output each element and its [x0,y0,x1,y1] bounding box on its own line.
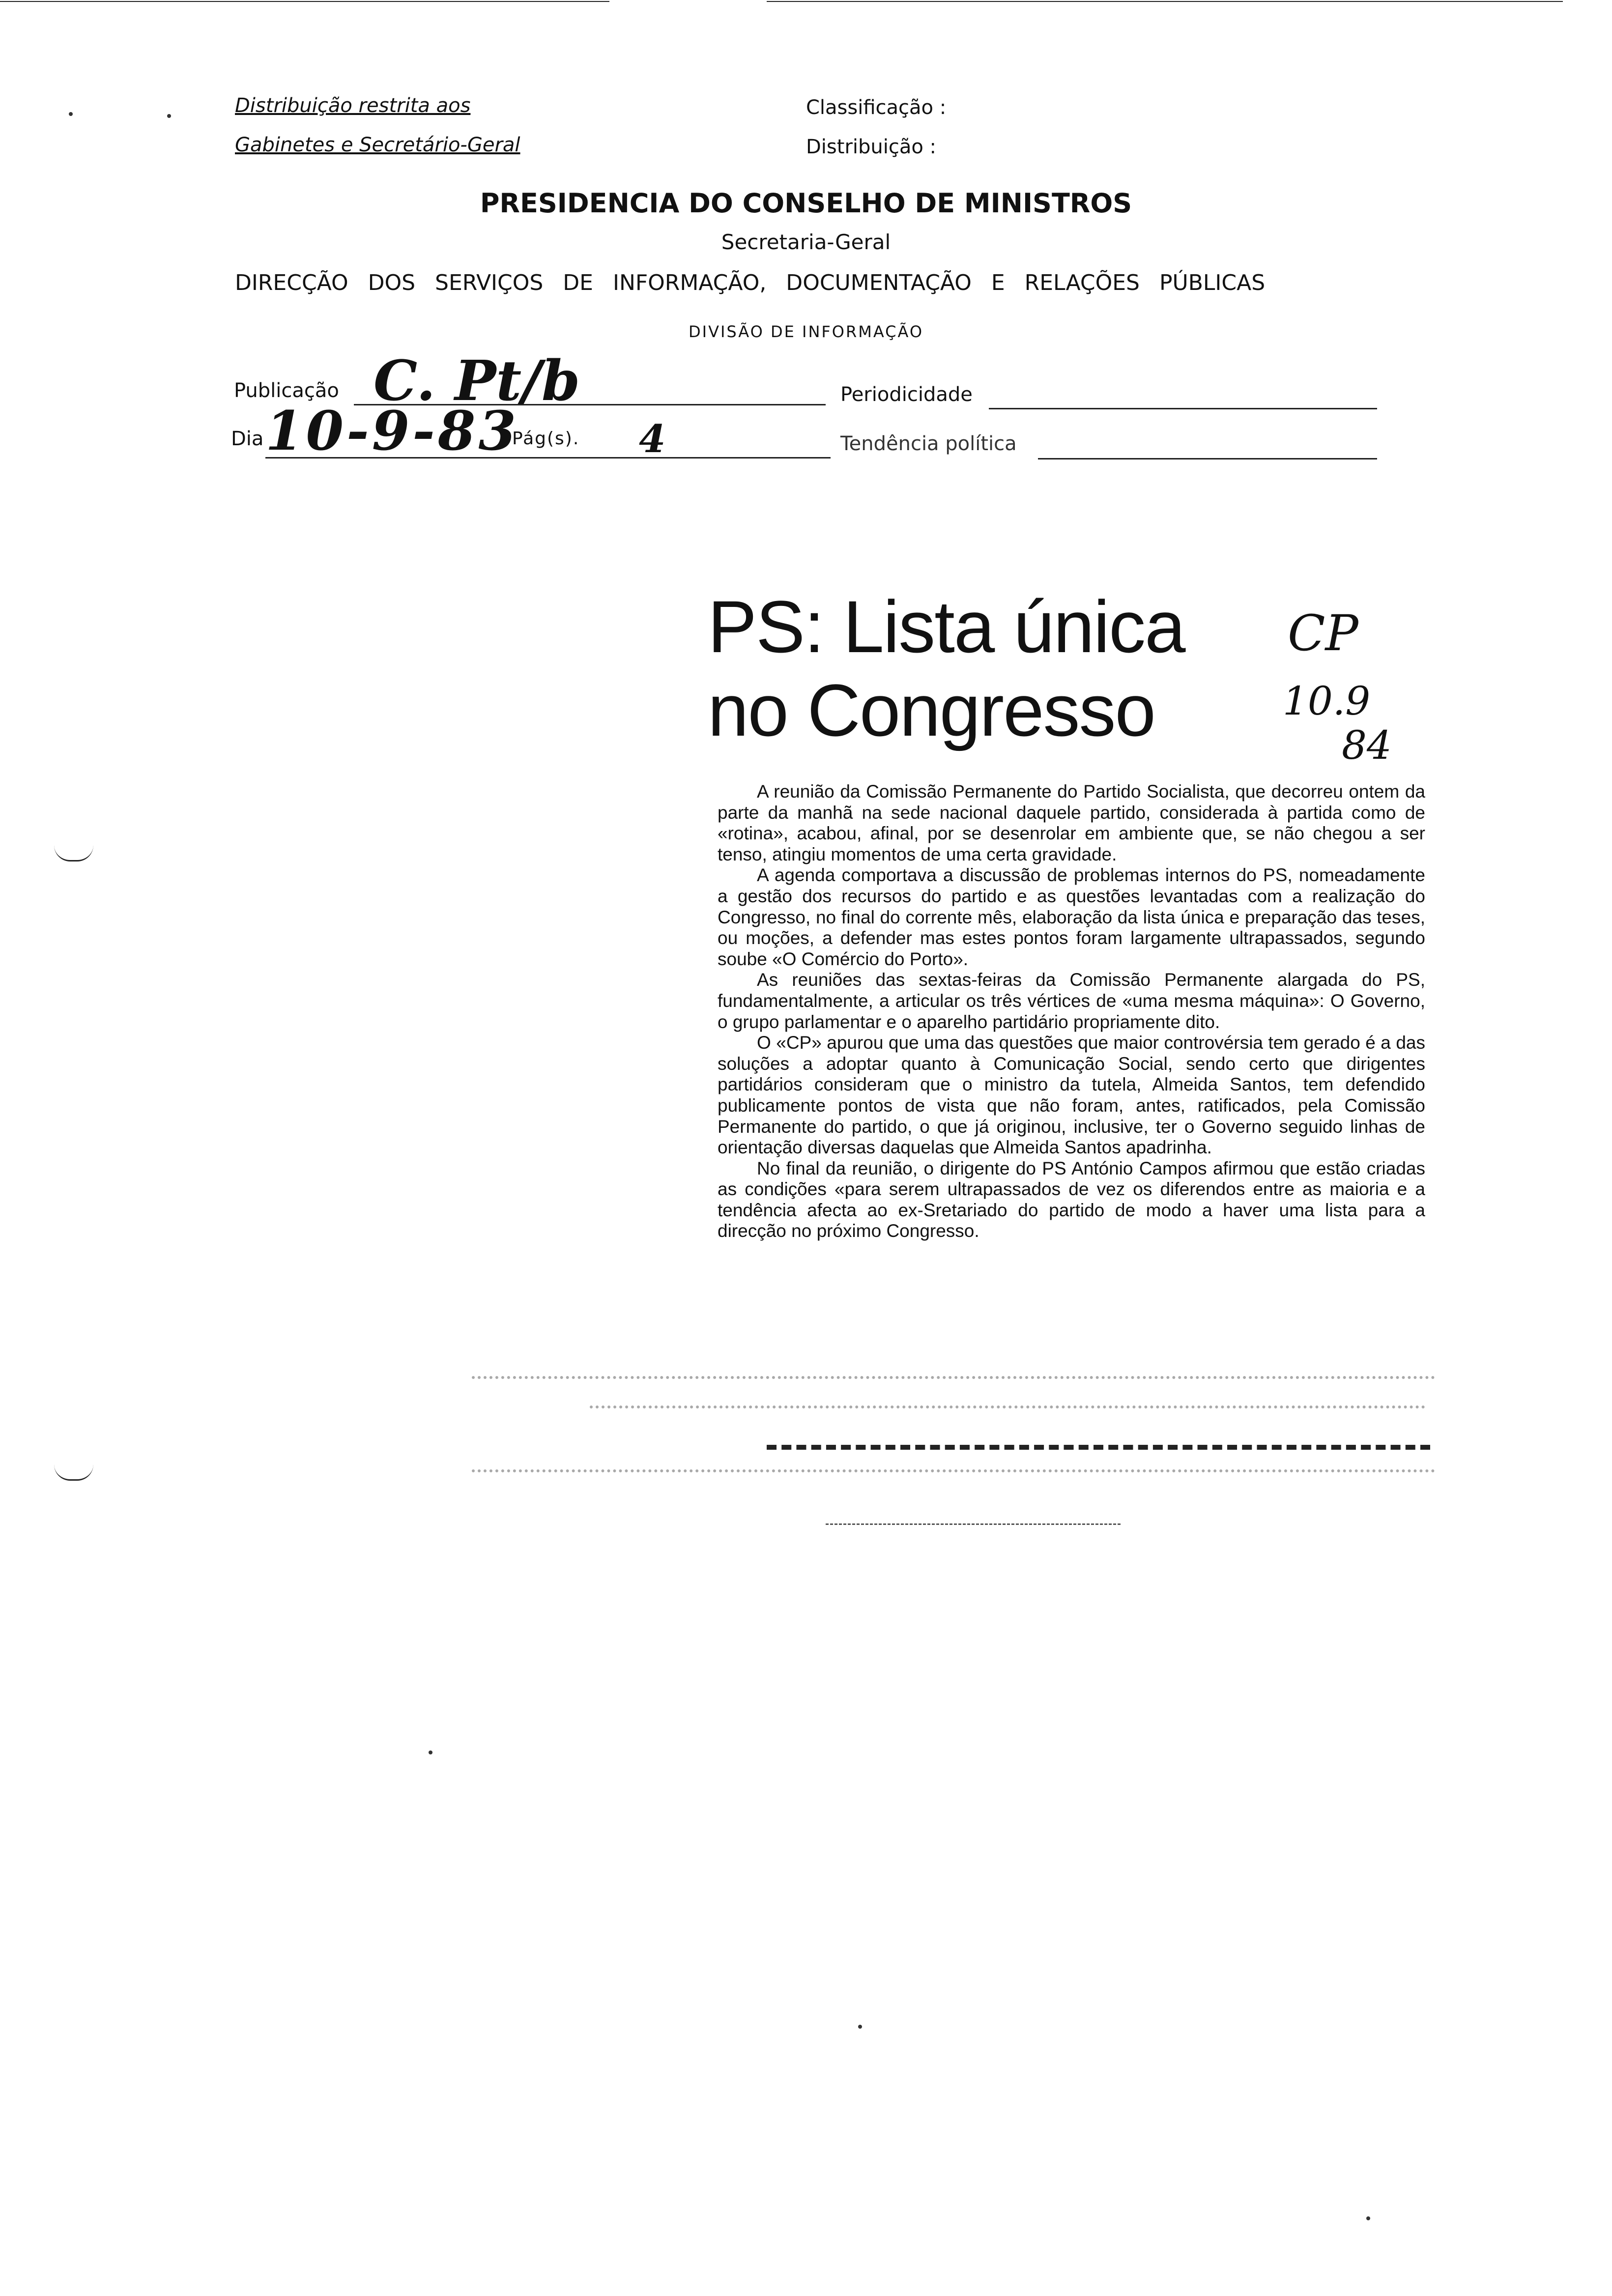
pages-label: Pág(s). [512,429,580,449]
scan-speck [69,112,73,116]
day-label: Dia [231,428,264,450]
article-paragraph: As reuniões das sextas-feiras da Comissão Permanente alargada do PS, fundamentalmente, a articular os três vértices de «uma mesma máquina»: O Governo, o grupo parlamentar e o aparelho partidário propriamente dito. [718,970,1425,1032]
tendency-line [1038,458,1377,459]
publication-handwritten: C. Pt/b [374,349,580,413]
periodicity-label: Periodicidade [840,383,973,406]
scan-speck [429,1751,432,1754]
scan-speck [167,114,171,118]
scan-dash [826,1523,1121,1525]
headline-handwritten-mark: CP [1288,604,1358,662]
day-handwritten: 10-9-83 [265,399,519,462]
scan-noise [590,1406,1425,1412]
scan-noise [472,1469,1435,1476]
division-name: DIVISÃO DE INFORMAÇÃO [688,322,924,341]
office-subtitle: Secretaria-Geral [721,230,891,254]
article-paragraph: No final da reunião, o dirigente do PS António Campos afirmou que estão criadas as condições «para serem ultrapassados de vez os diferendos entre as maioria e a tendência afecta ao ex-Sretariado do partido de modo a haver uma lista para a direcção no próximo Congresso. [718,1158,1425,1241]
date-handwritten-mark-2: 84 [1342,722,1392,768]
scan-noise [472,1376,1435,1383]
periodicity-line [989,408,1377,409]
article-paragraph: O «CP» apurou que uma das questões que maior controvérsia tem gerado é a das soluções a adoptar quanto à Comunicação Social, sendo certo que dirigentes partidários consideram que o ministro da tutela, Almeida Santos, tem defendido publicamente pontos de vista que não foram, antes, ratificados, pela Comissão Permanente do partido, o que já originou, inclusive, ter o Governo seguido linhas de orientação diversas daquelas que Almeida Santos apadrinha. [718,1033,1425,1158]
directorate-name: DIRECÇÃO DOS SERVIÇOS DE INFORMAÇÃO, DOCUMENTAÇÃO E RELAÇÕES PÚBLICAS [235,270,1266,295]
margin-mark [54,845,93,861]
distribution-label: Distribuição : [806,136,937,158]
date-handwritten-mark-1: 10.9 [1283,678,1371,724]
article-paragraph: A agenda comportava a discussão de problemas internos do PS, nomeadamente a gestão dos recursos do partido e as questões levantadas com a realização do Congresso, no final do corrente mês, elaboração da lista única e preparação das teses, ou moções, a defender mas estes pontos foram largamente ultrapassados, segundo soube «O Comércio do Porto». [718,865,1425,969]
scan-speck [1366,2216,1370,2220]
day-line [265,457,831,459]
restricted-distribution-line2: Gabinetes e Secretário-Geral [235,134,520,156]
restricted-distribution-line1: Distribuição restrita aos [235,94,471,117]
scan-border-top [0,1,609,2]
publication-label: Publicação [234,379,339,402]
pages-handwritten: 4 [639,417,666,461]
scan-speck [858,2025,862,2029]
office-title: PRESIDENCIA DO CONSELHO DE MINISTROS [480,188,1132,219]
classification-label: Classificação : [806,96,947,119]
headline-line2: no Congresso [708,669,1155,751]
clipping-bottom-rule [767,1445,1430,1450]
article-body [718,781,1425,1242]
margin-mark [54,1464,93,1481]
article-paragraph: A reunião da Comissão Permanente do Partido Socialista, que decorreu ontem da parte da manhã na sede nacional daquele partido, considerada à partida como de «rotina», acabou, afinal, por se desenrolar em ambiente que, se não chegou a ser tenso, atingiu momentos de uma certa gravidade. [718,781,1425,864]
tendency-label: Tendência política [840,432,1017,455]
scan-border-top-2 [767,1,1563,2]
headline-line1: PS: Lista única [708,585,1185,668]
